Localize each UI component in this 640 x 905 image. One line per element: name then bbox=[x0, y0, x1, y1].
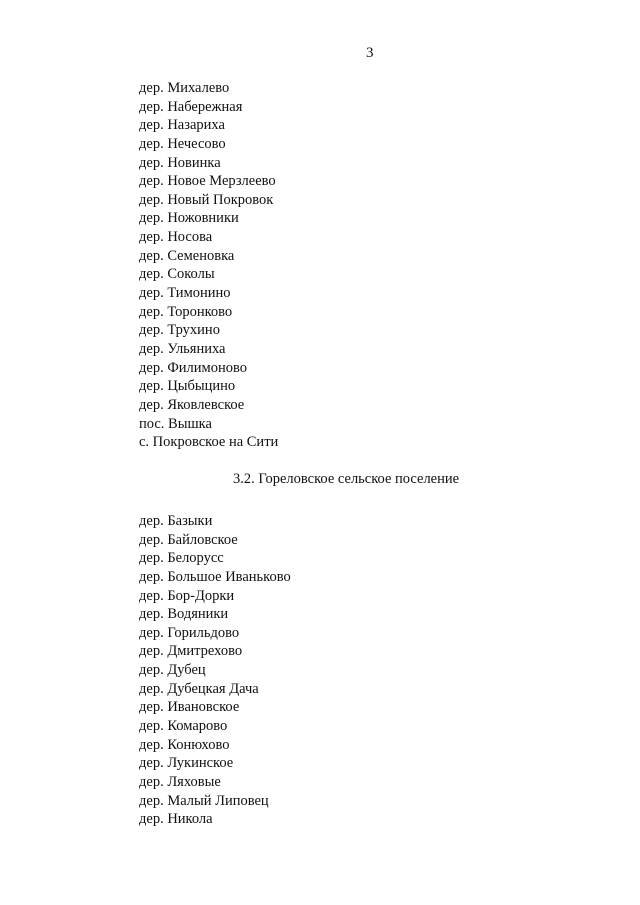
list-item: дер. Трухино bbox=[139, 322, 220, 339]
list-item: дер. Байловское bbox=[139, 531, 238, 548]
list-item: дер. Дубецкая Дача bbox=[139, 680, 259, 697]
settlement-list-section-2 bbox=[139, 512, 291, 829]
list-item: дер. Нечесово bbox=[139, 135, 226, 152]
list-item: дер. Водяники bbox=[139, 606, 229, 623]
list-item: дер. Носова bbox=[139, 229, 213, 246]
list-item: дер. Большое Иваньково bbox=[139, 568, 291, 585]
list-item: дер. Соколы bbox=[139, 266, 215, 283]
list-item: дер. Лукинское bbox=[139, 755, 234, 772]
list-item: с. Покровское на Сити bbox=[139, 434, 279, 451]
list-item: дер. Комарово bbox=[139, 718, 228, 735]
list-item: дер. Цыбыцино bbox=[139, 378, 236, 395]
list-item: дер. Горильдово bbox=[139, 624, 240, 641]
list-item: дер. Ивановское bbox=[139, 699, 240, 716]
list-item: пос. Вышка bbox=[139, 415, 212, 432]
page-number: 3 bbox=[366, 45, 374, 61]
list-item: дер. Ляховые bbox=[139, 773, 221, 790]
list-item: дер. Филимоново bbox=[139, 359, 247, 376]
list-item: дер. Ульяниха bbox=[139, 340, 226, 357]
list-item: дер. Дубец bbox=[139, 662, 206, 679]
list-item: дер. Новинка bbox=[139, 154, 221, 171]
list-item: дер. Семеновка bbox=[139, 247, 235, 264]
list-item: дер. Новый Покровок bbox=[139, 191, 274, 208]
settlement-list-section-1 bbox=[139, 79, 278, 452]
list-item: дер. Малый Липовец bbox=[139, 792, 269, 809]
list-item: дер. Михалево bbox=[139, 80, 230, 96]
list-item: дер. Новое Мерзлеево bbox=[139, 173, 276, 190]
list-item: дер. Белорусс bbox=[139, 550, 224, 567]
section-heading: 3.2. Гореловское сельское поселение bbox=[233, 471, 460, 487]
list-item: дер. Никола bbox=[139, 811, 213, 828]
list-item: дер. Дмитрехово bbox=[139, 643, 243, 660]
list-item: дер. Яковлевское bbox=[139, 396, 245, 413]
list-item: дер. Тимонино bbox=[139, 285, 231, 302]
list-item: дер. Назариха bbox=[139, 117, 225, 134]
list-item: дер. Базыки bbox=[139, 513, 213, 529]
list-item: дер. Набережная bbox=[139, 98, 243, 115]
list-item: дер. Бор-Дорки bbox=[139, 587, 235, 604]
list-item: дер. Торонково bbox=[139, 303, 233, 320]
list-item: дер. Ножовники bbox=[139, 210, 239, 227]
list-item: дер. Конюхово bbox=[139, 736, 230, 753]
